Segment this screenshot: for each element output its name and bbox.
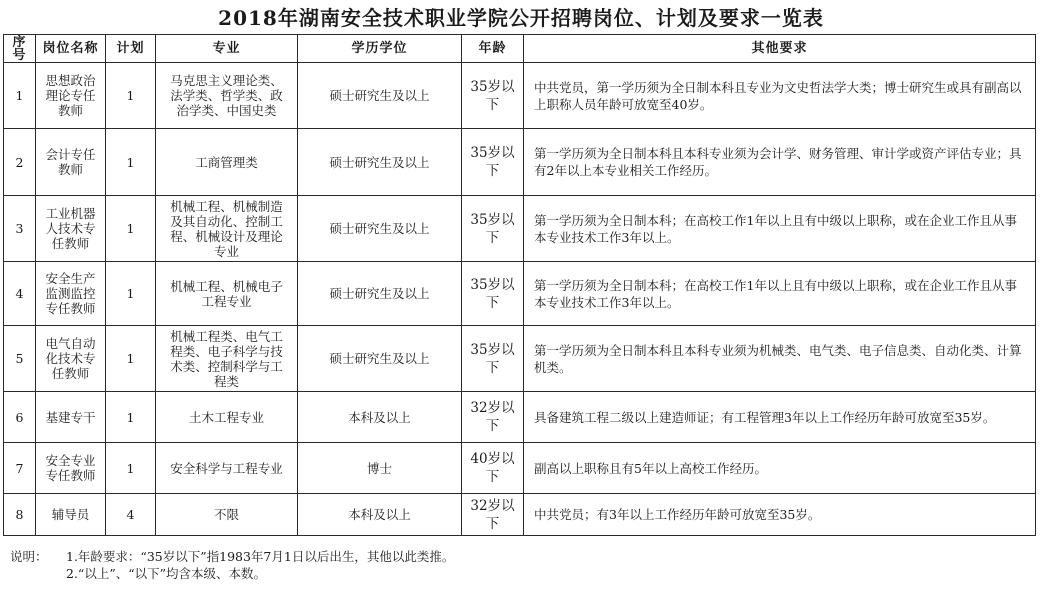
cell-major: 马克思主义理论类、法学类、哲学类、政治学类、中国史类 (156, 63, 298, 129)
note-line-2 (10, 565, 1030, 582)
cell-age: 32岁以下 (462, 494, 524, 536)
header-other: 其他要求 (524, 35, 1036, 63)
header-seq: 序号 (4, 35, 36, 63)
cell-post: 辅导员 (36, 494, 106, 536)
table-row (4, 392, 1036, 443)
cell-post: 工业机器人技术专任教师 (36, 196, 106, 262)
note-1-text: 1.年龄要求：“35岁以下”指1983年7月1日以后出生，其他以此类推。 (66, 549, 455, 564)
cell-major: 机械工程类、电气工程类、电子科学与技术类、控制科学与工程类 (156, 326, 298, 392)
table-row (4, 443, 1036, 494)
table-row (4, 129, 1036, 196)
cell-plan: 1 (106, 129, 156, 196)
cell-major: 不限 (156, 494, 298, 536)
cell-major: 机械工程、机械电子工程专业 (156, 262, 298, 326)
cell-seq: 2 (4, 129, 36, 196)
cell-other: 第一学历须为全日制本科；在高校工作1年以上且有中级以上职称，或在企业工作且从事本专业技术工作3年以上。 (524, 196, 1036, 262)
cell-post: 会计专任教师 (36, 129, 106, 196)
cell-plan: 1 (106, 262, 156, 326)
cell-other: 中共党员；有3年以上工作经历年龄可放宽至35岁。 (524, 494, 1036, 536)
cell-post: 基建专干 (36, 392, 106, 443)
header-major: 专业 (156, 35, 298, 63)
cell-degree: 硕士研究生及以上 (298, 196, 462, 262)
cell-post: 安全专业专任教师 (36, 443, 106, 494)
cell-seq: 8 (4, 494, 36, 536)
page-title: 2018年湖南安全技术职业学院公开招聘岗位、计划及要求一览表 (218, 6, 824, 30)
table-row (4, 494, 1036, 536)
cell-age: 40岁以下 (462, 443, 524, 494)
recruitment-table (3, 34, 1036, 536)
cell-post: 思想政治理论专任教师 (36, 63, 106, 129)
cell-seq: 5 (4, 326, 36, 392)
cell-seq: 6 (4, 392, 36, 443)
cell-seq: 1 (4, 63, 36, 129)
cell-age: 35岁以下 (462, 196, 524, 262)
cell-age: 35岁以下 (462, 262, 524, 326)
notes (10, 548, 1030, 582)
table-header-row (4, 35, 1036, 63)
cell-other: 第一学历须为全日制本科且本科专业须为会计学、财务管理、审计学或资产评估专业；具有2年以上本专业相关工作经历。 (524, 129, 1036, 196)
header-post: 岗位名称 (36, 35, 106, 63)
cell-plan: 1 (106, 63, 156, 129)
cell-seq: 7 (4, 443, 36, 494)
table-row (4, 326, 1036, 392)
cell-degree: 本科及以上 (298, 494, 462, 536)
table-row (4, 63, 1036, 129)
cell-degree: 硕士研究生及以上 (298, 129, 462, 196)
cell-plan: 1 (106, 392, 156, 443)
cell-other: 第一学历须为全日制本科；在高校工作1年以上且有中级以上职称，或在企业工作且从事本专业技术工作3年以上。 (524, 262, 1036, 326)
cell-degree: 硕士研究生及以上 (298, 326, 462, 392)
cell-post: 电气自动化技术专任教师 (36, 326, 106, 392)
cell-plan: 1 (106, 326, 156, 392)
cell-plan: 4 (106, 494, 156, 536)
cell-other: 具备建筑工程二级以上建造师证；有工程管理3年以上工作经历年龄可放宽至35岁。 (524, 392, 1036, 443)
note-line-1 (10, 548, 1030, 565)
cell-other: 第一学历须为全日制本科且本科专业须为机械类、电气类、电子信息类、自动化类、计算机类。 (524, 326, 1036, 392)
cell-age: 35岁以下 (462, 326, 524, 392)
cell-age: 35岁以下 (462, 129, 524, 196)
header-degree: 学历学位 (298, 35, 462, 63)
cell-other: 中共党员，第一学历须为全日制本科且专业为文史哲法学大类；博士研究生或具有副高以上职称人员年龄可放宽至40岁。 (524, 63, 1036, 129)
cell-degree: 博士 (298, 443, 462, 494)
cell-major: 工商管理类 (156, 129, 298, 196)
cell-degree: 硕士研究生及以上 (298, 262, 462, 326)
cell-major: 机械工程、机械制造及其自动化、控制工程、机械设计及理论专业 (156, 196, 298, 262)
cell-post: 安全生产监测监控专任教师 (36, 262, 106, 326)
header-plan: 计划 (106, 35, 156, 63)
cell-degree: 硕士研究生及以上 (298, 63, 462, 129)
notes-prefix: 说明： (10, 549, 48, 564)
cell-major: 土木工程专业 (156, 392, 298, 443)
header-age: 年龄 (462, 35, 524, 63)
cell-other: 副高以上职称且有5年以上高校工作经历。 (524, 443, 1036, 494)
cell-age: 35岁以下 (462, 63, 524, 129)
cell-age: 32岁以下 (462, 392, 524, 443)
cell-major: 安全科学与工程专业 (156, 443, 298, 494)
cell-seq: 3 (4, 196, 36, 262)
cell-plan: 1 (106, 443, 156, 494)
cell-plan: 1 (106, 196, 156, 262)
cell-degree: 本科及以上 (298, 392, 462, 443)
note-2-text: 2.“以上”、“以下”均含本级、本数。 (66, 566, 266, 581)
table-row (4, 196, 1036, 262)
cell-seq: 4 (4, 262, 36, 326)
table-row (4, 262, 1036, 326)
